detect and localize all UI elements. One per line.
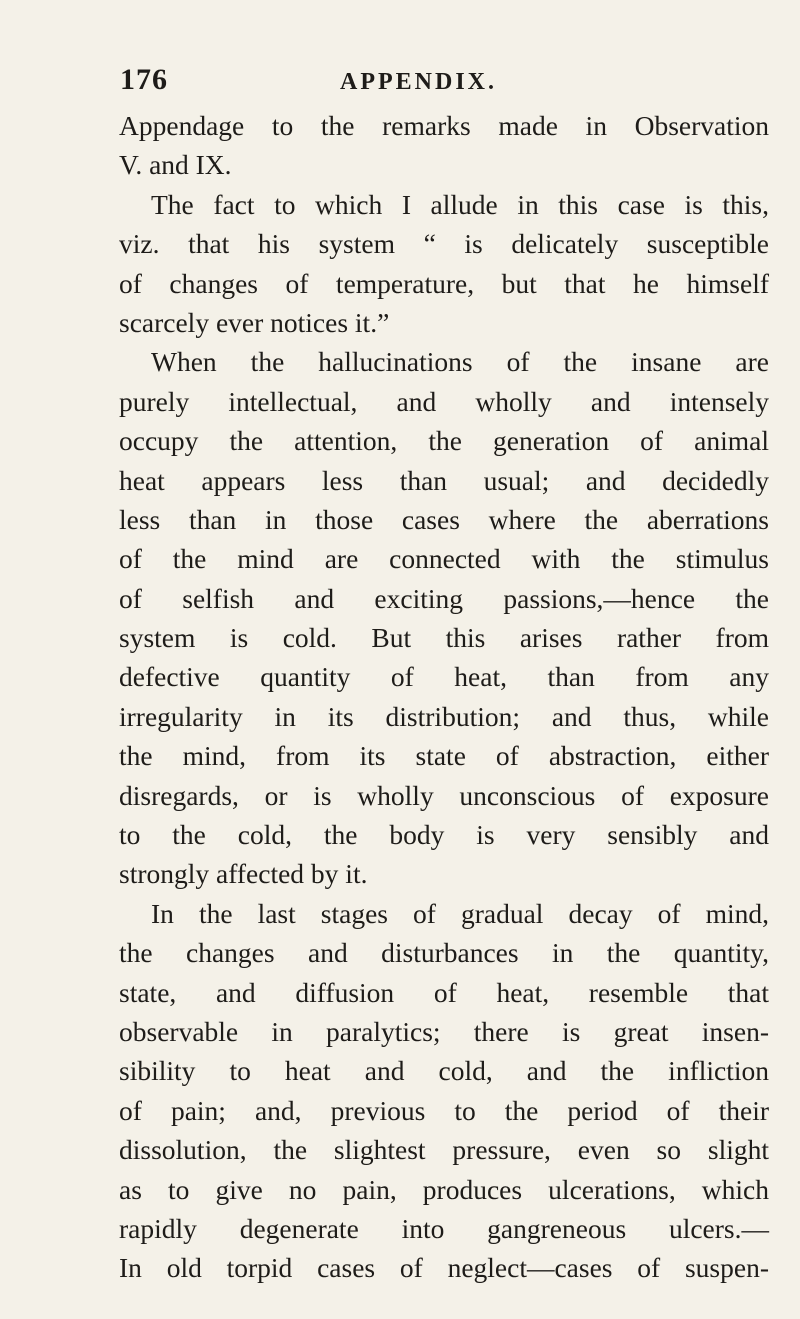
text-line: purely intellectual, and wholly and intensely [119,385,769,417]
text-line: of the mind are connected with the stimulus [119,543,769,575]
section-title: APPENDIX. [340,69,497,95]
text-line: viz. that his system “ is delicately susceptible [119,228,769,260]
text-line: of changes of temperature, but that he himself [119,267,769,299]
page-number: 176 [120,63,168,96]
text-line: defective quantity of heat, than from any [119,661,769,693]
text-line: state, and diffusion of heat, resemble that [119,976,769,1008]
text-line: rapidly degenerate into gangreneous ulcers.— [119,1212,769,1244]
text-line: V. and IX. [119,149,232,181]
text-line: When the hallucinations of the insane are [151,346,769,378]
text-line: In the last stages of gradual decay of mind, [151,897,769,929]
text-line: In old torpid cases of neglect—cases of suspen- [119,1252,769,1284]
text-line: dissolution, the slightest pressure, even so slight [119,1134,769,1166]
text-line: as to give no pain, produces ulcerations, which [119,1173,769,1205]
text-line: scarcely ever notices it.” [119,306,390,338]
text-line: system is cold. But this arises rather from [119,622,769,654]
text-line: The fact to which I allude in this case is this, [151,188,769,220]
text-line: heat appears less than usual; and decidedly [119,464,769,496]
text-line: of selfish and exciting passions,—hence the [119,582,769,614]
text-line: observable in paralytics; there is great insen- [119,1015,769,1047]
text-line: disregards, or is wholly unconscious of exposure [119,779,769,811]
text-line: occupy the attention, the generation of animal [119,425,769,457]
text-line: strongly affected by it. [119,858,368,890]
text-line: irregularity in its distribution; and thus, while [119,700,769,732]
text-line: less than in those cases where the aberrations [119,503,769,535]
text-line: to the cold, the body is very sensibly and [119,819,769,851]
text-line: of pain; and, previous to the period of their [119,1094,769,1126]
text-line: Appendage to the remarks made in Observation [119,110,769,141]
text-line: the mind, from its state of abstraction, either [119,740,769,772]
text-line: the changes and disturbances in the quantity, [119,937,769,969]
running-head [120,60,770,100]
body-text [119,106,769,1288]
text-line: sibility to heat and cold, and the infliction [119,1055,769,1087]
